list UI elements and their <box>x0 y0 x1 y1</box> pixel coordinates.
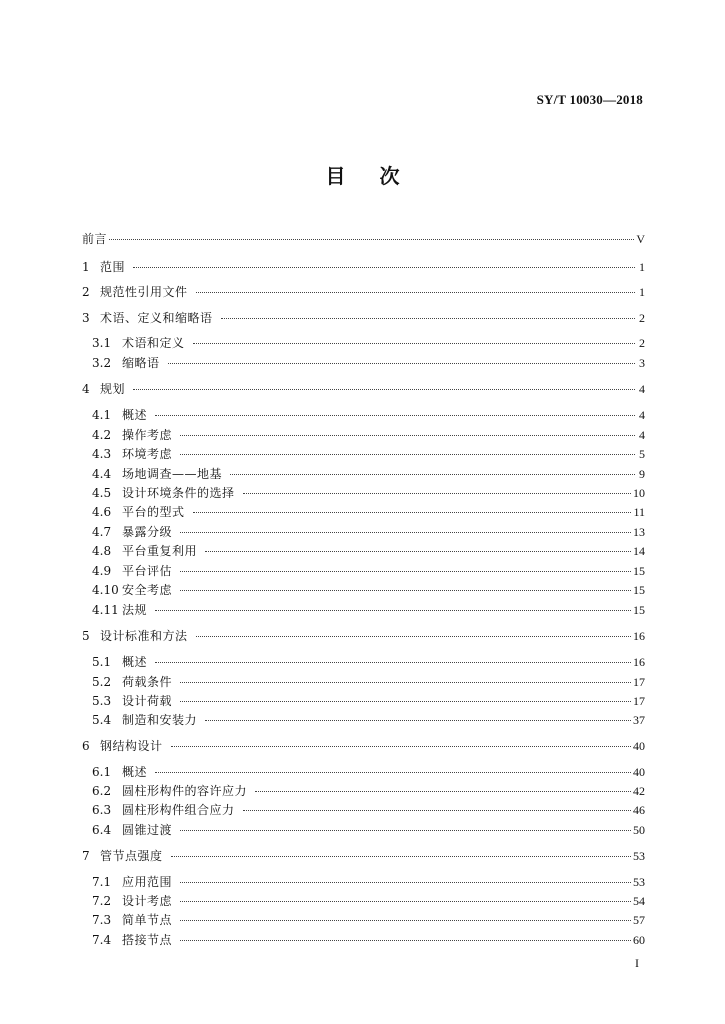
toc-dot-leader <box>230 474 635 475</box>
toc-entry[interactable] <box>82 673 645 691</box>
toc-dot-leader <box>196 636 631 637</box>
toc-entry[interactable] <box>82 309 645 327</box>
toc-entry-title: 环境考虑 <box>122 447 173 461</box>
toc-entry-title: 圆柱形构件的容许应力 <box>122 784 248 798</box>
toc-entry-page: 54 <box>633 894 645 908</box>
toc-entry[interactable] <box>82 334 645 352</box>
toc-entry-title: 平台评估 <box>122 564 173 578</box>
toc-entry-title: 平台重复利用 <box>122 544 198 558</box>
toc-entry-page: 60 <box>633 933 645 947</box>
toc-entry[interactable] <box>82 283 645 301</box>
toc-dot-leader <box>133 389 635 390</box>
toc-dot-leader <box>180 701 631 702</box>
toc-entry-page: 9 <box>639 467 645 481</box>
toc-entry[interactable] <box>82 821 645 839</box>
toc-entry[interactable] <box>82 892 645 910</box>
toc-entry-title: 术语、定义和缩略语 <box>100 311 213 325</box>
toc-entry[interactable] <box>82 801 645 819</box>
toc-entry-title: 设计环境条件的选择 <box>122 486 235 500</box>
toc-dot-leader <box>180 882 631 883</box>
toc-dot-leader <box>180 590 631 591</box>
toc-dot-leader <box>168 363 635 364</box>
toc-entry-number: 7.1 <box>92 875 112 889</box>
toc-entry-number: 4.3 <box>92 447 112 461</box>
toc-entry-title: 缩略语 <box>122 356 160 370</box>
toc-entry-page: 50 <box>633 823 645 837</box>
toc-entry-page: 4 <box>639 382 645 396</box>
toc-entry-title: 场地调查——地基 <box>122 467 223 481</box>
toc-entry-title: 规划 <box>100 382 126 396</box>
toc-entry[interactable] <box>82 465 645 483</box>
toc-entry-number: 5.4 <box>92 713 112 727</box>
toc-entry-title: 概述 <box>122 408 148 422</box>
toc-entry-number: 4.1 <box>92 408 112 422</box>
toc-entry-number: 5.1 <box>92 655 112 669</box>
toc-entry[interactable] <box>82 782 645 800</box>
toc-entry[interactable] <box>82 711 645 729</box>
toc-entry-title: 操作考虑 <box>122 428 173 442</box>
toc-entry-number: 4.11 <box>92 603 119 617</box>
toc-entry[interactable] <box>82 627 645 645</box>
toc-dot-leader <box>180 830 631 831</box>
toc-dot-leader <box>180 682 631 683</box>
toc-entry[interactable] <box>82 763 645 781</box>
toc-entry-page: 2 <box>639 311 645 325</box>
toc-entry-number: 5 <box>82 629 90 643</box>
toc-entry-page: 57 <box>633 913 645 927</box>
toc-entry-title: 概述 <box>122 765 148 779</box>
toc-entry-title: 概述 <box>122 655 148 669</box>
toc-entry-page: 40 <box>633 765 645 779</box>
toc-dot-leader <box>255 791 631 792</box>
toc-entry-number: 6.2 <box>92 784 112 798</box>
toc-entry-title: 术语和定义 <box>122 336 185 350</box>
toc-entry-page: 1 <box>639 285 645 299</box>
toc-entry-page: 53 <box>633 849 645 863</box>
toc-entry-title: 平台的型式 <box>122 505 185 519</box>
toc-entry-number: 3.1 <box>92 336 112 350</box>
toc-entry-number: 4 <box>82 382 90 396</box>
toc-entry-page: 5 <box>639 447 645 461</box>
toc-entry-number: 6.4 <box>92 823 112 837</box>
toc-dot-leader <box>180 532 631 533</box>
toc-entry-title: 制造和安装力 <box>122 713 198 727</box>
toc-entry-number: 4.8 <box>92 544 112 558</box>
toc-entry-page: 14 <box>633 544 645 558</box>
toc-entry-page: 16 <box>633 655 645 669</box>
toc-entry-number: 4.7 <box>92 525 112 539</box>
toc-dot-leader <box>155 662 631 663</box>
toc-dot-leader <box>180 940 631 941</box>
toc-dot-leader <box>205 720 631 721</box>
page-number: I <box>635 956 639 970</box>
toc-entry-page: 37 <box>633 713 645 727</box>
toc-entry-title: 应用范围 <box>122 875 173 889</box>
page-title-right: 次 <box>379 164 400 188</box>
toc-entry-number: 5.2 <box>92 675 112 689</box>
toc-dot-leader <box>171 746 631 747</box>
toc-dot-leader <box>180 454 635 455</box>
standard-code: SY/T 10030—2018 <box>536 92 643 107</box>
toc-entry-number: 4.2 <box>92 428 112 442</box>
toc-dot-leader <box>155 415 635 416</box>
toc-entry-title: 法规 <box>122 603 148 617</box>
toc-entry[interactable] <box>82 931 645 949</box>
toc-entry[interactable] <box>82 737 645 755</box>
toc-entry-page: 4 <box>639 428 645 442</box>
toc-entry-title: 安全考虑 <box>122 583 173 597</box>
toc-entry-number: 2 <box>82 285 90 299</box>
toc-entry-page: 15 <box>633 603 645 617</box>
toc-entry-number: 3 <box>82 311 90 325</box>
toc-entry-title: 规范性引用文件 <box>100 285 188 299</box>
toc-entry[interactable] <box>82 523 645 541</box>
toc-dot-leader <box>171 856 631 857</box>
toc-entry-number: 3.2 <box>92 356 112 370</box>
toc-dot-leader <box>243 810 631 811</box>
toc-entry-number: 7.4 <box>92 933 112 947</box>
toc-entry-number: 4.10 <box>92 583 119 597</box>
toc-dot-leader <box>193 512 632 513</box>
toc-dot-leader <box>243 493 631 494</box>
toc-entry-page: 16 <box>633 629 645 643</box>
toc-entry-page: 10 <box>633 486 645 500</box>
toc-entry[interactable] <box>82 542 645 560</box>
toc-entry-page: V <box>636 232 645 246</box>
toc-entry-page: 15 <box>633 583 645 597</box>
toc-dot-leader <box>180 571 631 572</box>
toc-entry-page: 13 <box>633 525 645 539</box>
toc-dot-leader <box>155 610 631 611</box>
toc-entry-title: 管节点强度 <box>100 849 163 863</box>
toc-entry-number: 4.5 <box>92 486 112 500</box>
toc-entry-title: 暴露分级 <box>122 525 173 539</box>
toc-entry-title: 范围 <box>100 260 126 274</box>
toc-entry-title: 钢结构设计 <box>100 739 163 753</box>
toc-entry-page: 42 <box>633 784 645 798</box>
toc-entry-page: 46 <box>633 803 645 817</box>
toc-entry[interactable] <box>82 653 645 671</box>
toc-entry[interactable] <box>82 562 645 580</box>
toc-entry-page: 4 <box>639 408 645 422</box>
toc-entry-number: 7.2 <box>92 894 112 908</box>
toc-entry-title: 设计荷载 <box>122 694 173 708</box>
toc-dot-leader <box>196 292 635 293</box>
toc-dot-leader <box>193 343 635 344</box>
toc-entry[interactable] <box>82 426 645 444</box>
toc-entry-title: 搭接节点 <box>122 933 173 947</box>
toc-entry-number: 4.9 <box>92 564 112 578</box>
toc-dot-leader <box>180 920 631 921</box>
toc-entry-page: 2 <box>639 336 645 350</box>
page-title-left: 目 <box>325 164 346 188</box>
toc-entry[interactable] <box>82 445 645 463</box>
toc-entry[interactable] <box>82 380 645 398</box>
toc-entry[interactable] <box>82 258 645 276</box>
toc-dot-leader <box>109 239 634 240</box>
toc-entry[interactable] <box>82 692 645 710</box>
toc-entry-page: 17 <box>633 675 645 689</box>
toc-entry[interactable] <box>82 230 645 248</box>
toc-entry-number: 4.6 <box>92 505 112 519</box>
toc-entry-title: 简单节点 <box>122 913 173 927</box>
toc-entry[interactable] <box>82 581 645 599</box>
toc-entry[interactable] <box>82 601 645 619</box>
toc-entry-title: 设计标准和方法 <box>100 629 188 643</box>
toc-entry-page: 17 <box>633 694 645 708</box>
toc-dot-leader <box>205 551 631 552</box>
toc-entry[interactable] <box>82 911 645 929</box>
toc-entry-number: 4.4 <box>92 467 112 481</box>
toc-dot-leader <box>133 267 635 268</box>
toc-entry-page: 3 <box>639 356 645 370</box>
toc-dot-leader <box>155 772 631 773</box>
toc-entry-page: 53 <box>633 875 645 889</box>
toc-entry-number: 6.1 <box>92 765 112 779</box>
toc-entry-page: 1 <box>639 260 645 274</box>
toc-entry-number: 1 <box>82 260 90 274</box>
toc-entry-page: 40 <box>633 739 645 753</box>
toc-entry-page: 11 <box>633 505 645 519</box>
toc-entry[interactable] <box>82 873 645 891</box>
toc-dot-leader <box>221 318 635 319</box>
toc-entry-title: 前言 <box>82 232 108 246</box>
toc-entry-page: 15 <box>633 564 645 578</box>
page-title <box>0 160 725 189</box>
toc-entry[interactable] <box>82 484 645 502</box>
toc-entry[interactable] <box>82 503 645 521</box>
toc-dot-leader <box>180 901 631 902</box>
toc-entry-title: 荷载条件 <box>122 675 173 689</box>
toc-entry[interactable] <box>82 354 645 372</box>
toc-entry-title: 圆锥过渡 <box>122 823 173 837</box>
toc-entry-number: 7 <box>82 849 90 863</box>
toc-entry-number: 6.3 <box>92 803 112 817</box>
toc-entry-number: 6 <box>82 739 90 753</box>
toc-entry-number: 5.3 <box>92 694 112 708</box>
toc-entry[interactable] <box>82 406 645 424</box>
toc-entry-title: 设计考虑 <box>122 894 173 908</box>
toc-entry[interactable] <box>82 847 645 865</box>
toc-entry-number: 7.3 <box>92 913 112 927</box>
toc-entry-title: 圆柱形构件组合应力 <box>122 803 235 817</box>
toc-dot-leader <box>180 435 635 436</box>
